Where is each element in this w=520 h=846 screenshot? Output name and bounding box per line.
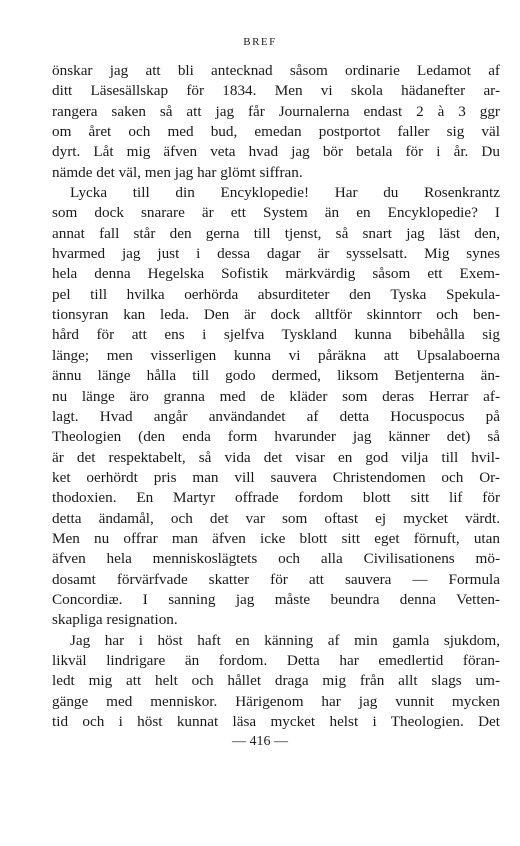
running-head: BREF [243, 36, 277, 48]
text-line: om året och med bud, emedan postportot faller sig väl [52, 123, 500, 141]
text-line: är det respektabelt, så vida det visar en god vilja till hvil- [52, 448, 500, 466]
text-line: som dock snarare är ett System än en Encyklopedie? I [52, 204, 500, 222]
text-line: Men nu offrar man äfven icke blott sitt eget förnuft, utan [52, 529, 500, 547]
text-line: tid och i höst kunnat läsa mycket helst i Theologien. Det [52, 713, 500, 730]
text-line: nämde det väl, men jag har glömt siffran. [52, 163, 303, 181]
text-line: hela denna Hegelska Sofistik märkvärdig såsom ett Exem- [52, 265, 500, 283]
text-line: likväl lindrigare än fordom. Detta har emedlertid föran- [52, 651, 500, 669]
text-line: dyrt. Låt mig äfven veta hvad jag bör betala för i år. Du [52, 143, 500, 161]
text-line: Jag har i höst haft en känning af min gamla sjukdom, [70, 631, 500, 649]
text-line: ditt Läsesällskap för 1834. Men vi skola hädanefter ar- [52, 82, 500, 100]
text-line: hvarmed jag just i dessa dagar är sysselsatt. Mig synes [52, 245, 500, 263]
body-text [52, 61, 500, 732]
text-line: lagt. Hvad angår användandet af detta Hocuspocus på [52, 407, 500, 425]
page-number: — 416 — [232, 734, 288, 749]
text-line: pel till hvilka oerhörda absurditeter den Tyska Spekula- [52, 285, 500, 303]
text-line: dosamt förvärfvade skatter för att sauvera — Formula [52, 570, 500, 588]
text-line: thodoxien. En Martyr offrade fordom blott sitt lif för [52, 489, 500, 507]
text-line: nu länge äro granna med de kläder som deras Herrar af- [52, 387, 500, 405]
text-line: äfven hela menniskoslägtets och alla Civilisationens mö- [52, 550, 500, 568]
text-line: Concordiæ. I sanning jag måste beundra denna Vetten- [52, 590, 500, 608]
text-line: gänge med menniskor. Härigenom har jag vunnit mycken [52, 692, 500, 710]
text-line: detta ändamål, och det var som oftast ej mycket värdt. [52, 509, 500, 527]
text-line: skapliga resignation. [52, 611, 178, 629]
text-line: annat fall står den gerna till tjenst, så snart jag läst den, [52, 224, 500, 242]
text-line: ledt mig att helt och hållet draga mig från allt slags um- [52, 672, 500, 690]
text-line: rangera saken så att jag får Journalerna endast 2 à 3 ggr [52, 102, 500, 120]
text-line: länge; men visserligen kunna vi påräkna att Upsalaboerna [52, 346, 500, 364]
text-line: Lycka till din Encyklopedie! Har du Rosenkrantz [70, 184, 500, 202]
text-line: tionsyran kan leda. Den är dock alltför skinntorr och ben- [52, 306, 500, 324]
text-line: ännu länge hålla till godo dermed, liksom Betjenterna än- [52, 367, 500, 385]
text-line: ket oerhördt pris man vill sauvera Christendomen och Or- [52, 468, 500, 486]
text-line: önskar jag att bli antecknad såsom ordinarie Ledamot af [52, 62, 500, 79]
text-line: Theologien (den enda form hvarunder jag känner det) så [52, 428, 500, 446]
text-line: hård för att ens i sjelfva Tyskland kunna bibehålla sig [52, 326, 500, 344]
